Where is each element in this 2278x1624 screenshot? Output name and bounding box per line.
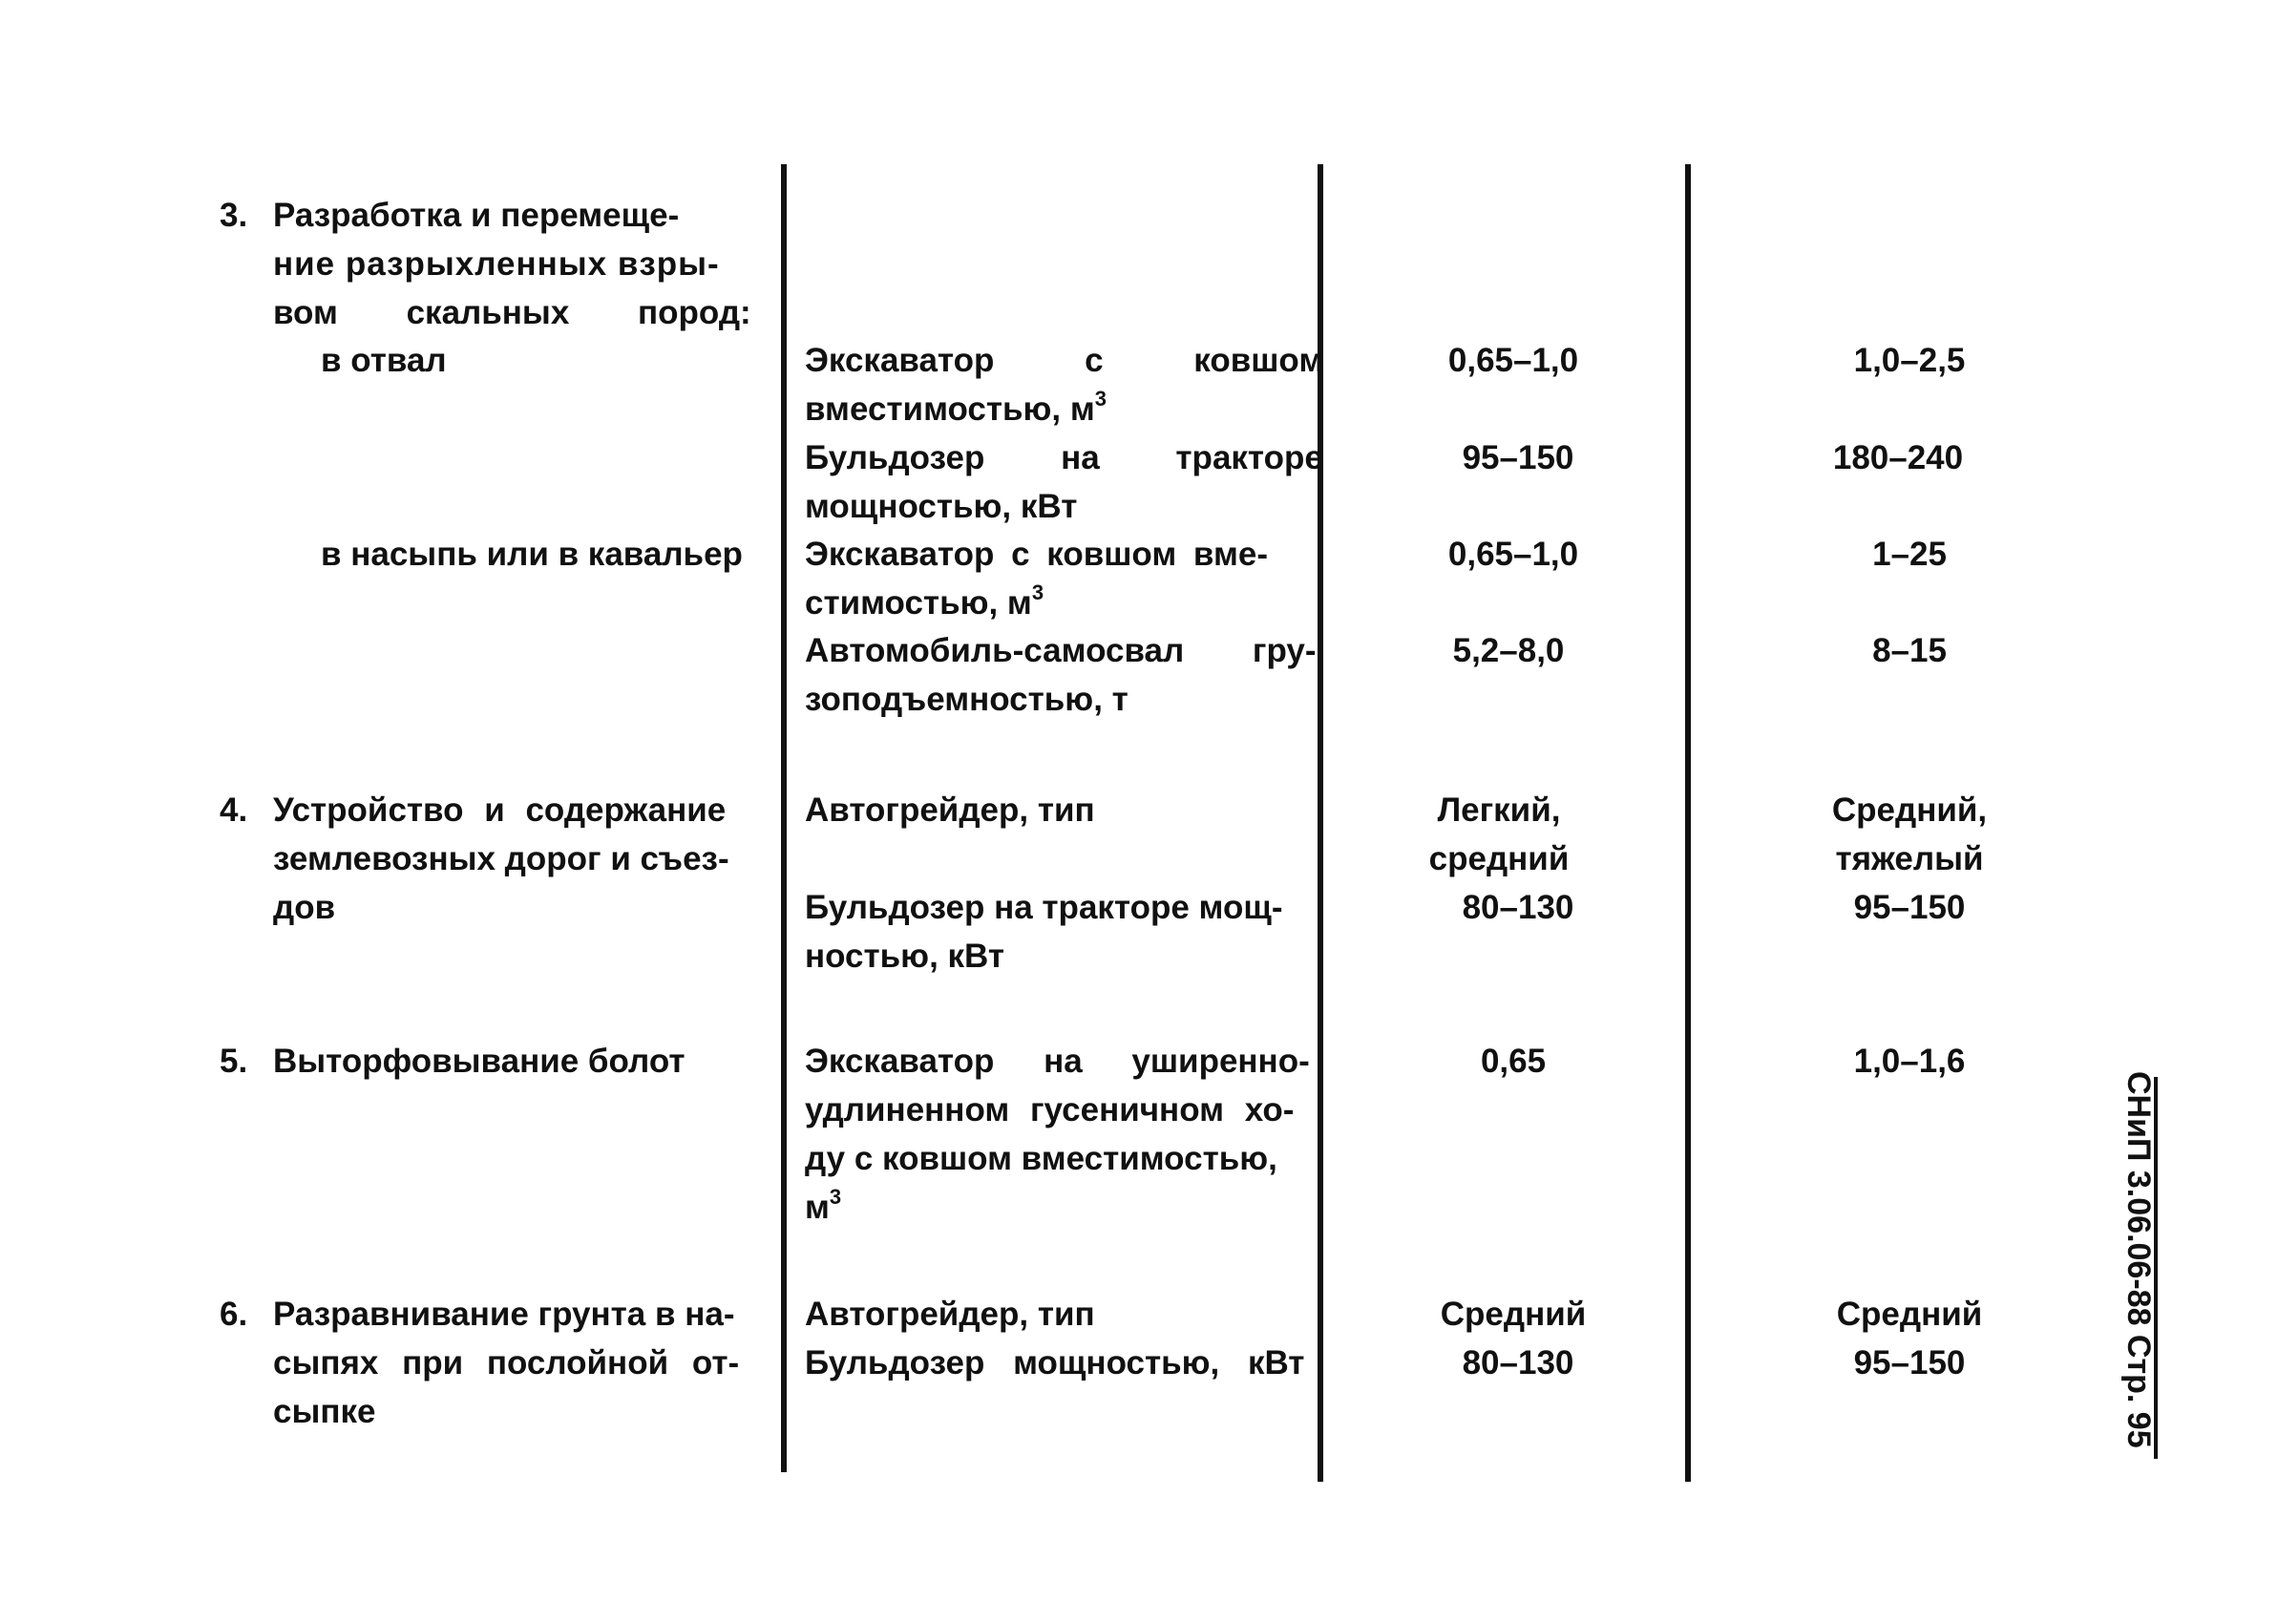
row-4-machine-1-value-1-line-2: средний (1428, 840, 1570, 877)
row-3-machine-4-line-2: зоподъемностью, т (805, 681, 1128, 718)
row-3-work-line-2: ние разрыхленных взры- (273, 245, 720, 283)
row-6-machine-1-value-1: Средний (1440, 1296, 1587, 1333)
row-3-sub-label-nasyp: в насыпь или в кавальер (321, 536, 743, 573)
row-4-number: 4. (220, 791, 248, 829)
row-3-machine-1-value-1: 0,65–1,0 (1447, 342, 1579, 379)
row-4-work-line-1: Устройство и содержание (273, 791, 727, 829)
row-4-machine-2-value-1: 80–130 (1462, 889, 1574, 926)
row-3-machine-3-value-1: 0,65–1,0 (1447, 536, 1579, 573)
row-5-work-line-1: Выторфовывание болот (273, 1043, 686, 1080)
row-4-machine-1-value-1-line-1: Легкий, (1437, 791, 1561, 829)
row-3-sub-label-otval: в отвал (321, 342, 447, 379)
row-6-machine-2-value-2: 95–150 (1853, 1344, 1966, 1381)
row-3-work-line-1: Разработка и перемеще- (273, 197, 680, 234)
row-4-machine-1-value-2-line-2: тяжелый (1835, 840, 1984, 877)
row-4-machine-2-value-2: 95–150 (1853, 889, 1966, 926)
row-3-machine-1-line-1: Экскаватор с ковшом (805, 342, 1324, 379)
row-4-machine-2-line-1: Бульдозер на тракторе мощ- (805, 889, 1283, 926)
row-3-machine-2-value-2: 180–240 (1832, 439, 1964, 476)
row-3-machine-2-line-2: мощностью, кВт (805, 488, 1078, 525)
row-5-machine-1-line-2: удлиненном гусеничном хо- (805, 1091, 1295, 1128)
row-4-work-line-3: дов (273, 889, 336, 926)
row-3-machine-4-value-2: 8–15 (1872, 632, 1947, 669)
row-3-work-line-3: вом скальных пород: (273, 294, 751, 331)
row-4-machine-1-line-1: Автогрейдер, тип (805, 791, 1095, 829)
column-divider-3 (1685, 164, 1691, 1482)
row-6-number: 6. (220, 1296, 248, 1333)
row-3-machine-2-value-1: 95–150 (1462, 439, 1574, 476)
row-5-machine-1-line-3: ду с ковшом вместимостью, (805, 1140, 1277, 1177)
row-3-machine-1-line-2: вместимостью, $м^3$ (805, 387, 1107, 428)
row-6-work-line-3: сыпке (273, 1393, 376, 1430)
row-3-machine-2-line-1: Бульдозер на тракторе (805, 439, 1323, 476)
row-6-work-line-2: сыпях при послойной от- (273, 1344, 740, 1381)
row-6-machine-2-line-1: Бульдозер мощностью, кВт (805, 1344, 1305, 1381)
row-3-machine-4-line-1: Автомобиль-самосвал гру- (805, 632, 1317, 669)
row-5-machine-1-line-1: Экскаватор на уширенно- (805, 1043, 1310, 1080)
row-3-machine-3-value-2: 1–25 (1872, 536, 1947, 573)
row-5-machine-1-line-4: $м^3$ (805, 1185, 842, 1226)
side-stamp: СНиП 3.06.06-88 Стр. 95 (2120, 1071, 2157, 1448)
column-divider-1 (781, 164, 787, 1472)
row-4-machine-1-value-2-line-1: Средний, (1831, 791, 1988, 829)
row-3-machine-3-line-2: стимостью, $м^3$ (805, 580, 1044, 622)
row-6-machine-1-line-1: Автогрейдер, тип (805, 1296, 1095, 1333)
row-4-machine-2-line-2: ностью, кВт (805, 938, 1004, 975)
row-3-machine-1-value-2: 1,0–2,5 (1853, 342, 1966, 379)
row-3-machine-3-line-1: Экскаватор с ковшом вме- (805, 536, 1268, 573)
row-5-machine-1-value-2: 1,0–1,6 (1853, 1043, 1966, 1080)
row-6-machine-2-value-1: 80–130 (1462, 1344, 1574, 1381)
row-5-number: 5. (220, 1043, 248, 1080)
row-3-machine-4-value-1: 5,2–8,0 (1452, 632, 1565, 669)
row-6-work-line-1: Разравнивание грунта в на- (273, 1296, 735, 1333)
row-4-work-line-2: землевозных дорог и съез- (273, 840, 729, 877)
row-3-number: 3. (220, 197, 248, 234)
row-6-machine-1-value-2: Средний (1836, 1296, 1983, 1333)
row-5-machine-1-value-1: 0,65 (1480, 1043, 1547, 1080)
